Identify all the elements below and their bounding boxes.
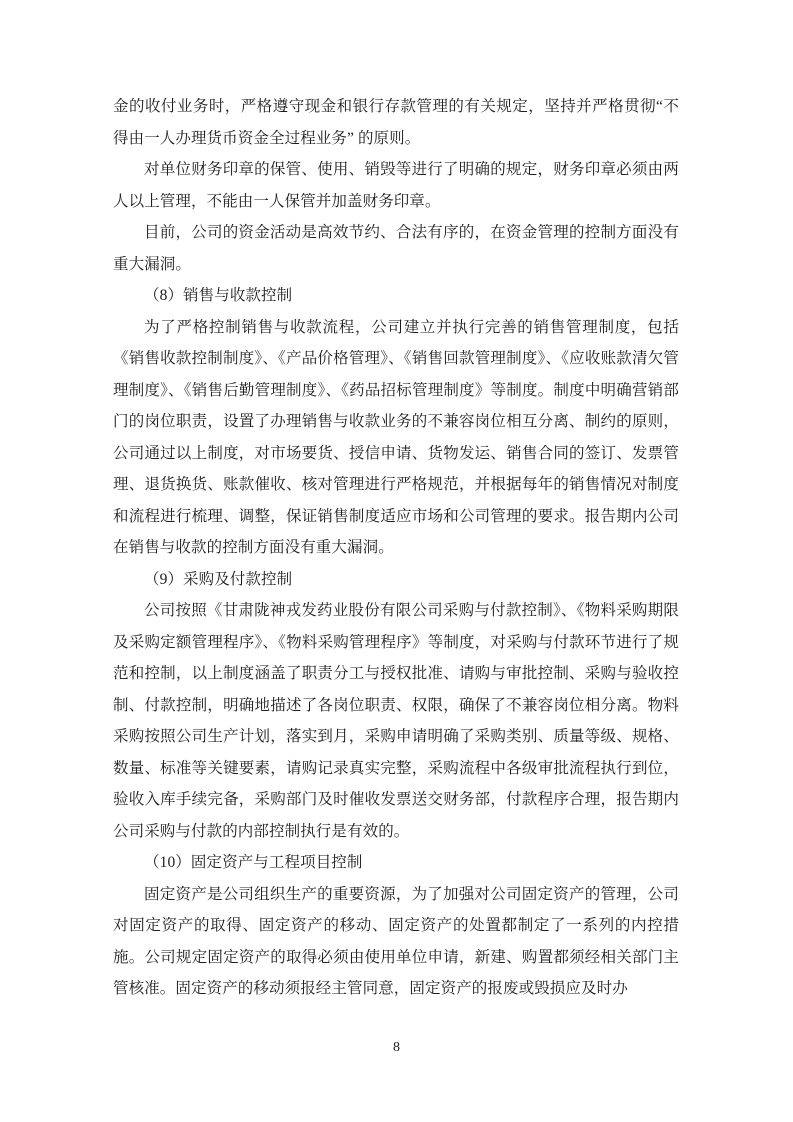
paragraph: 金的收付业务时，严格遵守现金和银行存款管理的有关规定，坚持并严格贯彻“不得由一人办理货币资金全过程业务” 的原则。: [113, 98, 679, 147]
section-heading-8: （8）销售与收款控制: [144, 287, 293, 304]
paragraph: 为了严格控制销售与收款流程，公司建立并执行完善的销售管理制度，包括《销售收款控制制度》、《产品价格管理》、《销售回款管理制度》、《应收账款清欠管理制度》、《销售后勤管理制度》、《药品招标管理制度》等制度。制度中明确营销部门的岗位职责，设置了办理销售与收款业务的不兼容岗位相互分离、制约的原则，公司通过以上制度，对市场要货、授信申请、货物发运、销售合同的签订、发票管理、退货换货、账款催收、核对管理进行严格规范，并根据每年的销售情况对制度和流程进行梳理、调整，保证销售制度适应市场和公司管理的要求。报告期内公司在销售与收款的控制方面没有重大漏洞。: [113, 318, 679, 556]
page-number: 8: [393, 1040, 400, 1055]
paragraph: 固定资产是公司组织生产的重要资源，为了加强对公司固定资产的管理，公司对固定资产的取得、固定资产的移动、固定资产的处置都制定了一系列的内控措施。公司规定固定资产的取得必须由使用单位申请，新建、购置都须经相关部门主管核准。固定资产的移动须报经主管同意，固定资产的报废或毁损应及时办: [113, 885, 679, 997]
paragraph: 对单位财务印章的保管、使用、销毁等进行了明确的规定，财务印章必须由两人以上管理，不能由一人保管并加盖财务印章。: [113, 161, 679, 210]
paragraph: 公司按照《甘肃陇神戎发药业股份有限公司采购与付款控制》、《物料采购期限及采购定额管理程序》、《物料采购管理程序》等制度，对采购与付款环节进行了规范和控制，以上制度涵盖了职责分工与授权批准、请购与审批控制、采购与验收控制、付款控制，明确地描述了各岗位职责、权限，确保了不兼容岗位相分离。物料采购按照公司生产计划，落实到月，采购申请明确了采购类别、质量等级、规格、数量、标准等关键要素，请购记录真实完整，采购流程中各级审批流程执行到位，验收入库手续完备，采购部门及时催收发票送交财务部，付款程序合理，报告期内公司采购与付款的内部控制执行是有效的。: [113, 602, 679, 840]
section-heading-9: （9）采购及付款控制: [144, 570, 293, 588]
page-footer: [0, 1038, 793, 1058]
document-body: [113, 91, 679, 1005]
paragraph: 目前，公司的资金活动是高效节约、合法有序的，在资金管理的控制方面没有重大漏洞。: [113, 224, 679, 273]
section-heading-10: （10）固定资产与工程项目控制: [144, 854, 363, 871]
